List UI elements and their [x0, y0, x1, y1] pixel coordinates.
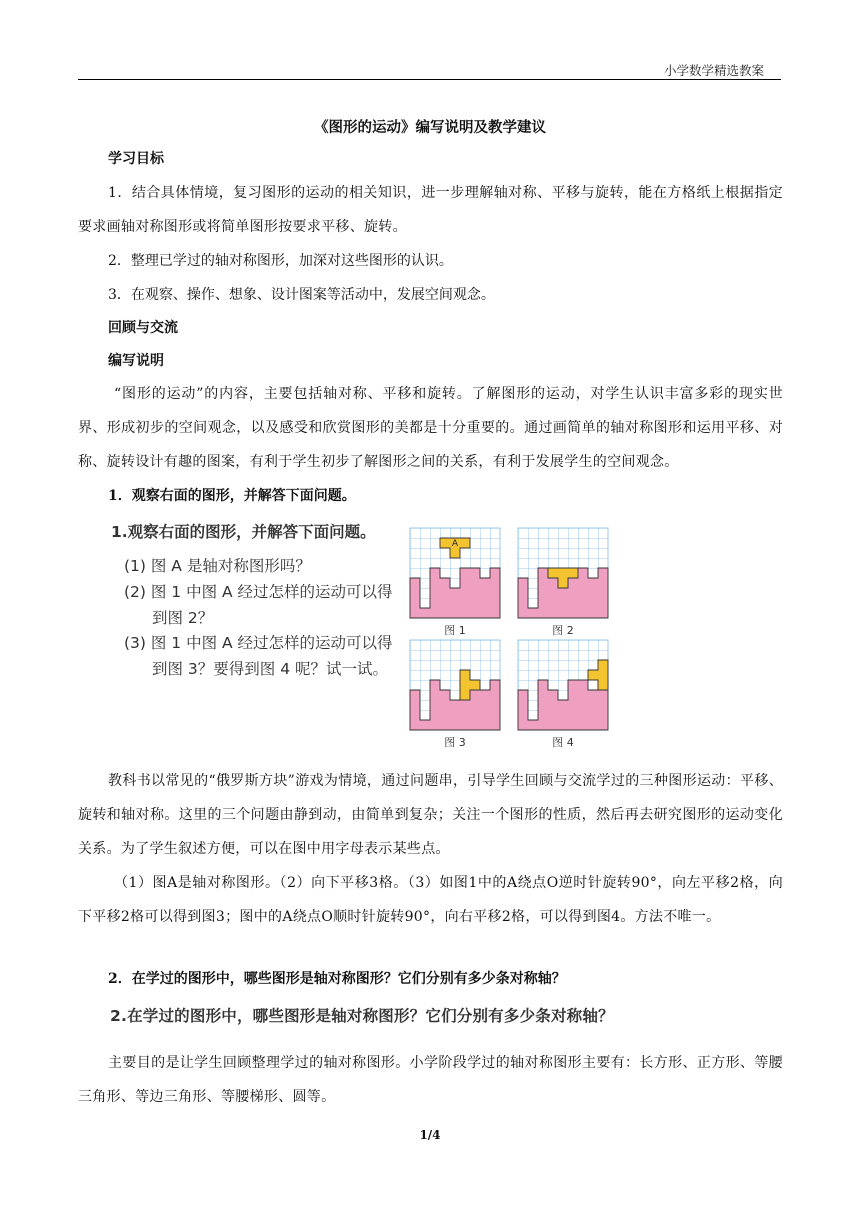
diagram-2 — [518, 528, 608, 618]
writing-heading: 编写说明 — [108, 353, 164, 369]
page-number: 1/4 — [419, 1128, 441, 1142]
figure-question-2b: 到图 2？ — [152, 609, 214, 627]
figure-question-3b: 到图 3？要得到图 4 呢？试一试。 — [152, 660, 389, 678]
caption-figure-3: 图 3 — [444, 736, 466, 749]
question-1-explanation: 教科书以常见的“俄罗斯方块”游戏为情境，通过问题串，引导学生回顾与交流学过的三种图形运动：平移、旋转和轴对称。这里的三个问题由静到动，由简单到复杂；关注一个图形的性质，然后再去研究图形的运动变化关系。为了学生叙述方便，可以在图中用字母表示某些点。 — [78, 773, 783, 857]
document-title: 《图形的运动》编写说明及教学建议 — [314, 119, 546, 136]
figure-question-2a: (2) 图 1 中图 A 经过怎样的运动可以得 — [124, 583, 393, 601]
goal-1: 1．结合具体情境，复习图形的运动的相关知识，进一步理解轴对称、平移与旋转，能在方格纸上根据指定要求画轴对称图形或将简单图形按要求平移、旋转。 — [78, 185, 783, 235]
caption-figure-2: 图 2 — [552, 624, 574, 637]
header-rule — [78, 79, 781, 80]
diagram-4 — [518, 640, 608, 730]
tetris-diagrams — [406, 522, 616, 750]
caption-figure-4: 图 4 — [552, 736, 574, 749]
diagram-3 — [410, 640, 500, 730]
question-1-heading: 1．观察右面的图形，并解答下面问题。 — [108, 488, 356, 504]
figure-question-1: (1) 图 A 是轴对称图形吗？ — [124, 557, 311, 575]
question-1-figure — [106, 520, 616, 752]
figure-question-title: 1.观察右面的图形，并解答下面问题。 — [111, 523, 376, 541]
goals-heading: 学习目标 — [108, 151, 164, 167]
goal-3: 3．在观察、操作、想象、设计图案等活动中，发展空间观念。 — [108, 287, 495, 303]
caption-figure-1: 图 1 — [444, 624, 466, 637]
question-2-figure-text: 2.在学过的图形中，哪些图形是轴对称图形？它们分别有多少条对称轴？ — [110, 1007, 614, 1025]
figure-question-3a: (3) 图 1 中图 A 经过怎样的运动可以得 — [124, 634, 393, 652]
page-header: 小学数学精选教案 — [663, 63, 764, 78]
diagram-1 — [410, 528, 500, 618]
question-2-heading: 2．在学过的图形中，哪些图形是轴对称图形？它们分别有多少条对称轴？ — [108, 971, 566, 987]
review-heading: 回顾与交流 — [108, 320, 178, 336]
shape-a-label: A — [451, 539, 459, 549]
goal-2: 2．整理已学过的轴对称图形，加深对这些图形的认识。 — [108, 253, 453, 269]
question-2-explanation: 主要目的是让学生回顾整理学过的轴对称图形。小学阶段学过的轴对称图形主要有：长方形、正方形、等腰三角形、等边三角形、等腰梯形、圆等。 — [78, 1055, 783, 1105]
writing-paragraph: “图形的运动”的内容，主要包括轴对称、平移和旋转。了解图形的运动，对学生认识丰富多彩的现实世界、形成初步的空间观念，以及感受和欣赏图形的美都是十分重要的。通过画简单的轴对称图形和运用平移、对称、旋转设计有趣的图案，有利于学生初步了解图形之间的关系，有利于发展学生的空间观念。 — [78, 386, 783, 470]
question-1-answer: （1）图A是轴对称图形。（2）向下平移3格。（3）如图1中的A绕点O逆时针旋转90°，向左平移2格，向下平移2格可以得到图3；图中的A绕点O顺时针旋转90°，向右平移2格，可以得到图4。方法不唯一。 — [78, 875, 783, 925]
